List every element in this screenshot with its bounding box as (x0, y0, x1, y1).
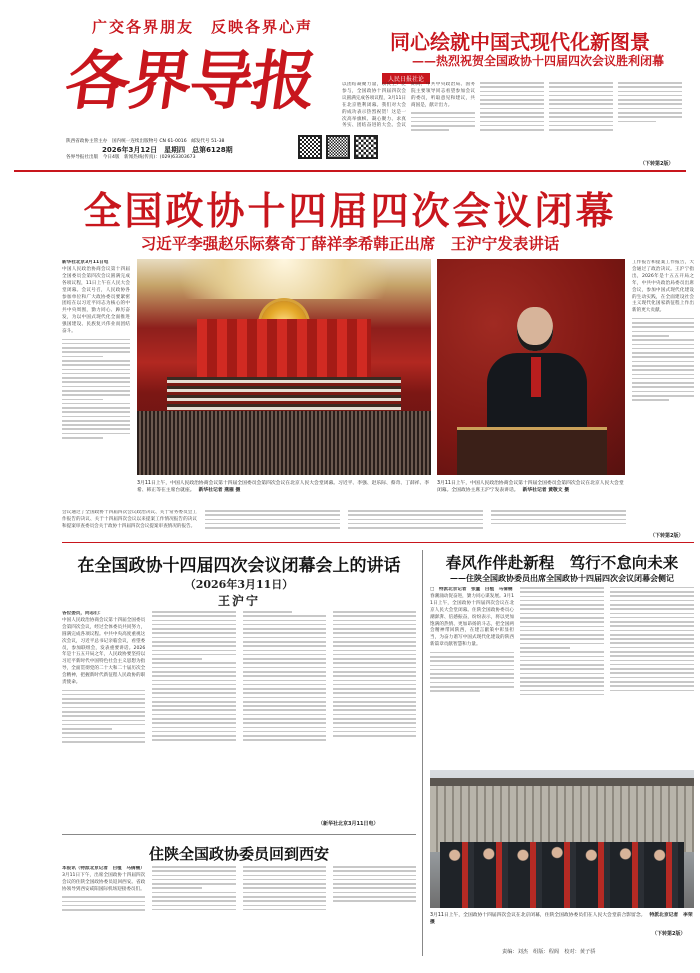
group-photo-caption: 3月11日上午，全国政协十四届四次会议在北京闭幕，住陕全国政协委员们在人民大会堂前合影留念。 特派北京记者 李荣 摄 (430, 913, 698, 925)
masthead-divider (14, 170, 686, 172)
main-right-column (632, 260, 694, 532)
speech-credit: （新华社北京3月11日电） (318, 821, 379, 827)
podium-rows (167, 377, 401, 411)
feature-subhead: ——住陕全国政协委员出席全国政协十四届四次会议闭幕会侧记 (450, 573, 674, 583)
speech-date: （2026年3月11日） (184, 578, 294, 591)
speech-salutation: 各位委员，同志们： (62, 611, 104, 616)
speech-headline: 在全国政协十四届四次会议闭幕会上的讲话 (77, 556, 401, 576)
feature-byline: □ 特派北京记者 张量 白植 马倩楠 (430, 587, 513, 592)
stage-flags (197, 319, 371, 379)
assembly-hall-photo (137, 259, 431, 475)
main-bottom-paragraph: 会议通过了全国政协十四届四次会议政治决议、关于常务委员会工作报告的决议、关于十四届四次会议以来提案工作情况报告的决议和提案审查委员会关于政协十四届四次会议提案审查情况的报告。 (62, 510, 197, 529)
footer-credits: 责编：刘杰 组版：程阁 校对：黄子骄 (502, 949, 596, 955)
qr-code-1 (298, 135, 322, 159)
return-headline: 住陕全国政协委员回到西安 (148, 845, 329, 863)
return-body (62, 866, 416, 956)
commentary-label: 人民日报社论 (382, 73, 430, 84)
commentary-body (342, 82, 682, 160)
info-line-3: 各界导报社出版 今日4版 新闻热线(传真)：(029)63303673 (66, 155, 196, 160)
return-text: 3月11日下午，出席全国政协十四届四次会议的住陕全国政协委员返回西安。省政协领导到西安咸阳国际机场迎接委员们。 (62, 872, 146, 892)
assembly-hall-caption: 3月11日上午，中国人民政治协商会议第十四届全国委员会第四次会议在北京人民大会堂闭幕。习近平、李强、赵乐际、蔡奇、丁薛祥、李希、韩正等在主席台就座。 新华社记者 燕雁 摄 (137, 481, 430, 493)
commentary-headline: 同心绘就中国式现代化新图景 (390, 30, 650, 54)
main-headline: 全国政协十四届四次会议闭幕 (83, 189, 617, 233)
group-photo (430, 770, 694, 908)
speech-body (62, 611, 416, 823)
speaker-caption: 3月11日上午，中国人民政治协商会议第十四届全国委员会第四次会议在北京人民大会堂闭幕。全国政协主席王沪宁发表讲话。 新华社记者 黄敬文 摄 (437, 481, 624, 493)
speaker-head (517, 307, 553, 351)
feature-body (430, 587, 694, 765)
main-left-column (62, 260, 130, 530)
feature-continued: （下转第2版） (652, 931, 686, 937)
column-divider (422, 550, 423, 956)
section-divider (62, 542, 694, 543)
speech-return-divider (62, 834, 416, 835)
masthead-info (66, 138, 296, 162)
speaker-photo (437, 259, 625, 475)
speech-author: 王沪宁 (217, 594, 260, 608)
commentary-continued: （下转第2版） (640, 161, 674, 167)
main-subhead: 习近平李强赵乐际蔡奇丁薛祥李希韩正出席 王沪宁发表讲话 (140, 235, 560, 253)
main-continued: （下转第2版） (650, 533, 684, 539)
audience (137, 411, 431, 475)
feature-headline: 春风作伴赴新程 笃行不怠向未来 (445, 553, 679, 572)
commentary-subhead: ——热烈祝贺全国政协十四届四次会议胜利闭幕 (412, 54, 665, 68)
lectern (457, 427, 607, 475)
main-dateline: 新华社北京3月11日电 (62, 260, 109, 265)
masthead-slogan: 广交各界朋友 反映各界心声 (92, 18, 314, 36)
feature-text: 春潮涌动促奋进，勠力同心谋发展。3月11日上午，全国政协十四届四次会议在北京人民大会堂闭幕。住陕全国政协委员心潮澎湃、倍感振奋，纷纷表示，将以更加饱满的热情、更加昂扬的斗志，把全国两会精神带回陕西，在建言献策中彰显担当，为奋力谱写中国式现代化建设的陕西新篇章贡献智慧和力量。 (430, 593, 514, 648)
masthead-title: 各界导报 (60, 44, 320, 119)
main-left-text: 中国人民政治协商会议第十四届全国委员会第四次会议圆满完成各项议程，11日上午在人民大会堂闭幕。会议号召，人民政协各参加单位和广大政协委员要紧密团结在以习近平同志为核心的中共中央周围，勠力同心、踔厉奋发，为以中国式现代化全面推进强国建设、民族复兴伟业而团结奋斗。 (62, 266, 130, 335)
return-byline: 本报讯（特派北京记者 白植 马倩楠） (62, 866, 145, 871)
info-line-2: 2026年3月12日 星期四 总第6128期 (102, 146, 233, 154)
group-members (440, 842, 684, 908)
hall-roof (430, 778, 694, 786)
main-right-text: 工作报告和提案工作报告，大会通过了政治决议。王沪宁指出，2026年是十五五开局之年，中共中央政治局委员出席会议，参加中国式现代化建设的生动实践，在全面建设社会主义现代化国家新征程上作出新的更大贡献。 (632, 260, 694, 314)
info-line-1: 陕西省政协主管主办 国内统一连续出版物号 CN 61-0016 邮发代号 51-38 (66, 139, 225, 144)
main-bottom-text (62, 510, 626, 538)
speaker-tie (531, 357, 541, 397)
ceiling-lights (137, 259, 431, 299)
commentary-intro: 以团结凝聚力量，以民主广泛参与，全国政协十四届四次会议圆满完成各项议程，3月11日在北京胜利闭幕。我们对大会的成功表示热烈祝贺！这是一次高举旗帜、凝心聚力、求真务实、团结奋进的大会。会议期间，中共中央政治局、国务院主要领导同志看望参加会议的委员，听取意见和建议，共商国是，献计出力。 (342, 82, 475, 129)
speech-text: 中国人民政治协商会议第十四届全国委员会第四次会议，经过全体委员共同努力，圆满完成各项议程。中共中央高度重视这次会议，习近平总书记亲临会议，看望委员，参加联组会，发表重要讲话。2026年是十五五开局之年，人民政协要坚持以习近平新时代中国特色社会主义思想为指导，全面贯彻党的二十大和二十届历次全会精神，把握新时代新征程人民政协的职责使命。 (62, 617, 146, 686)
